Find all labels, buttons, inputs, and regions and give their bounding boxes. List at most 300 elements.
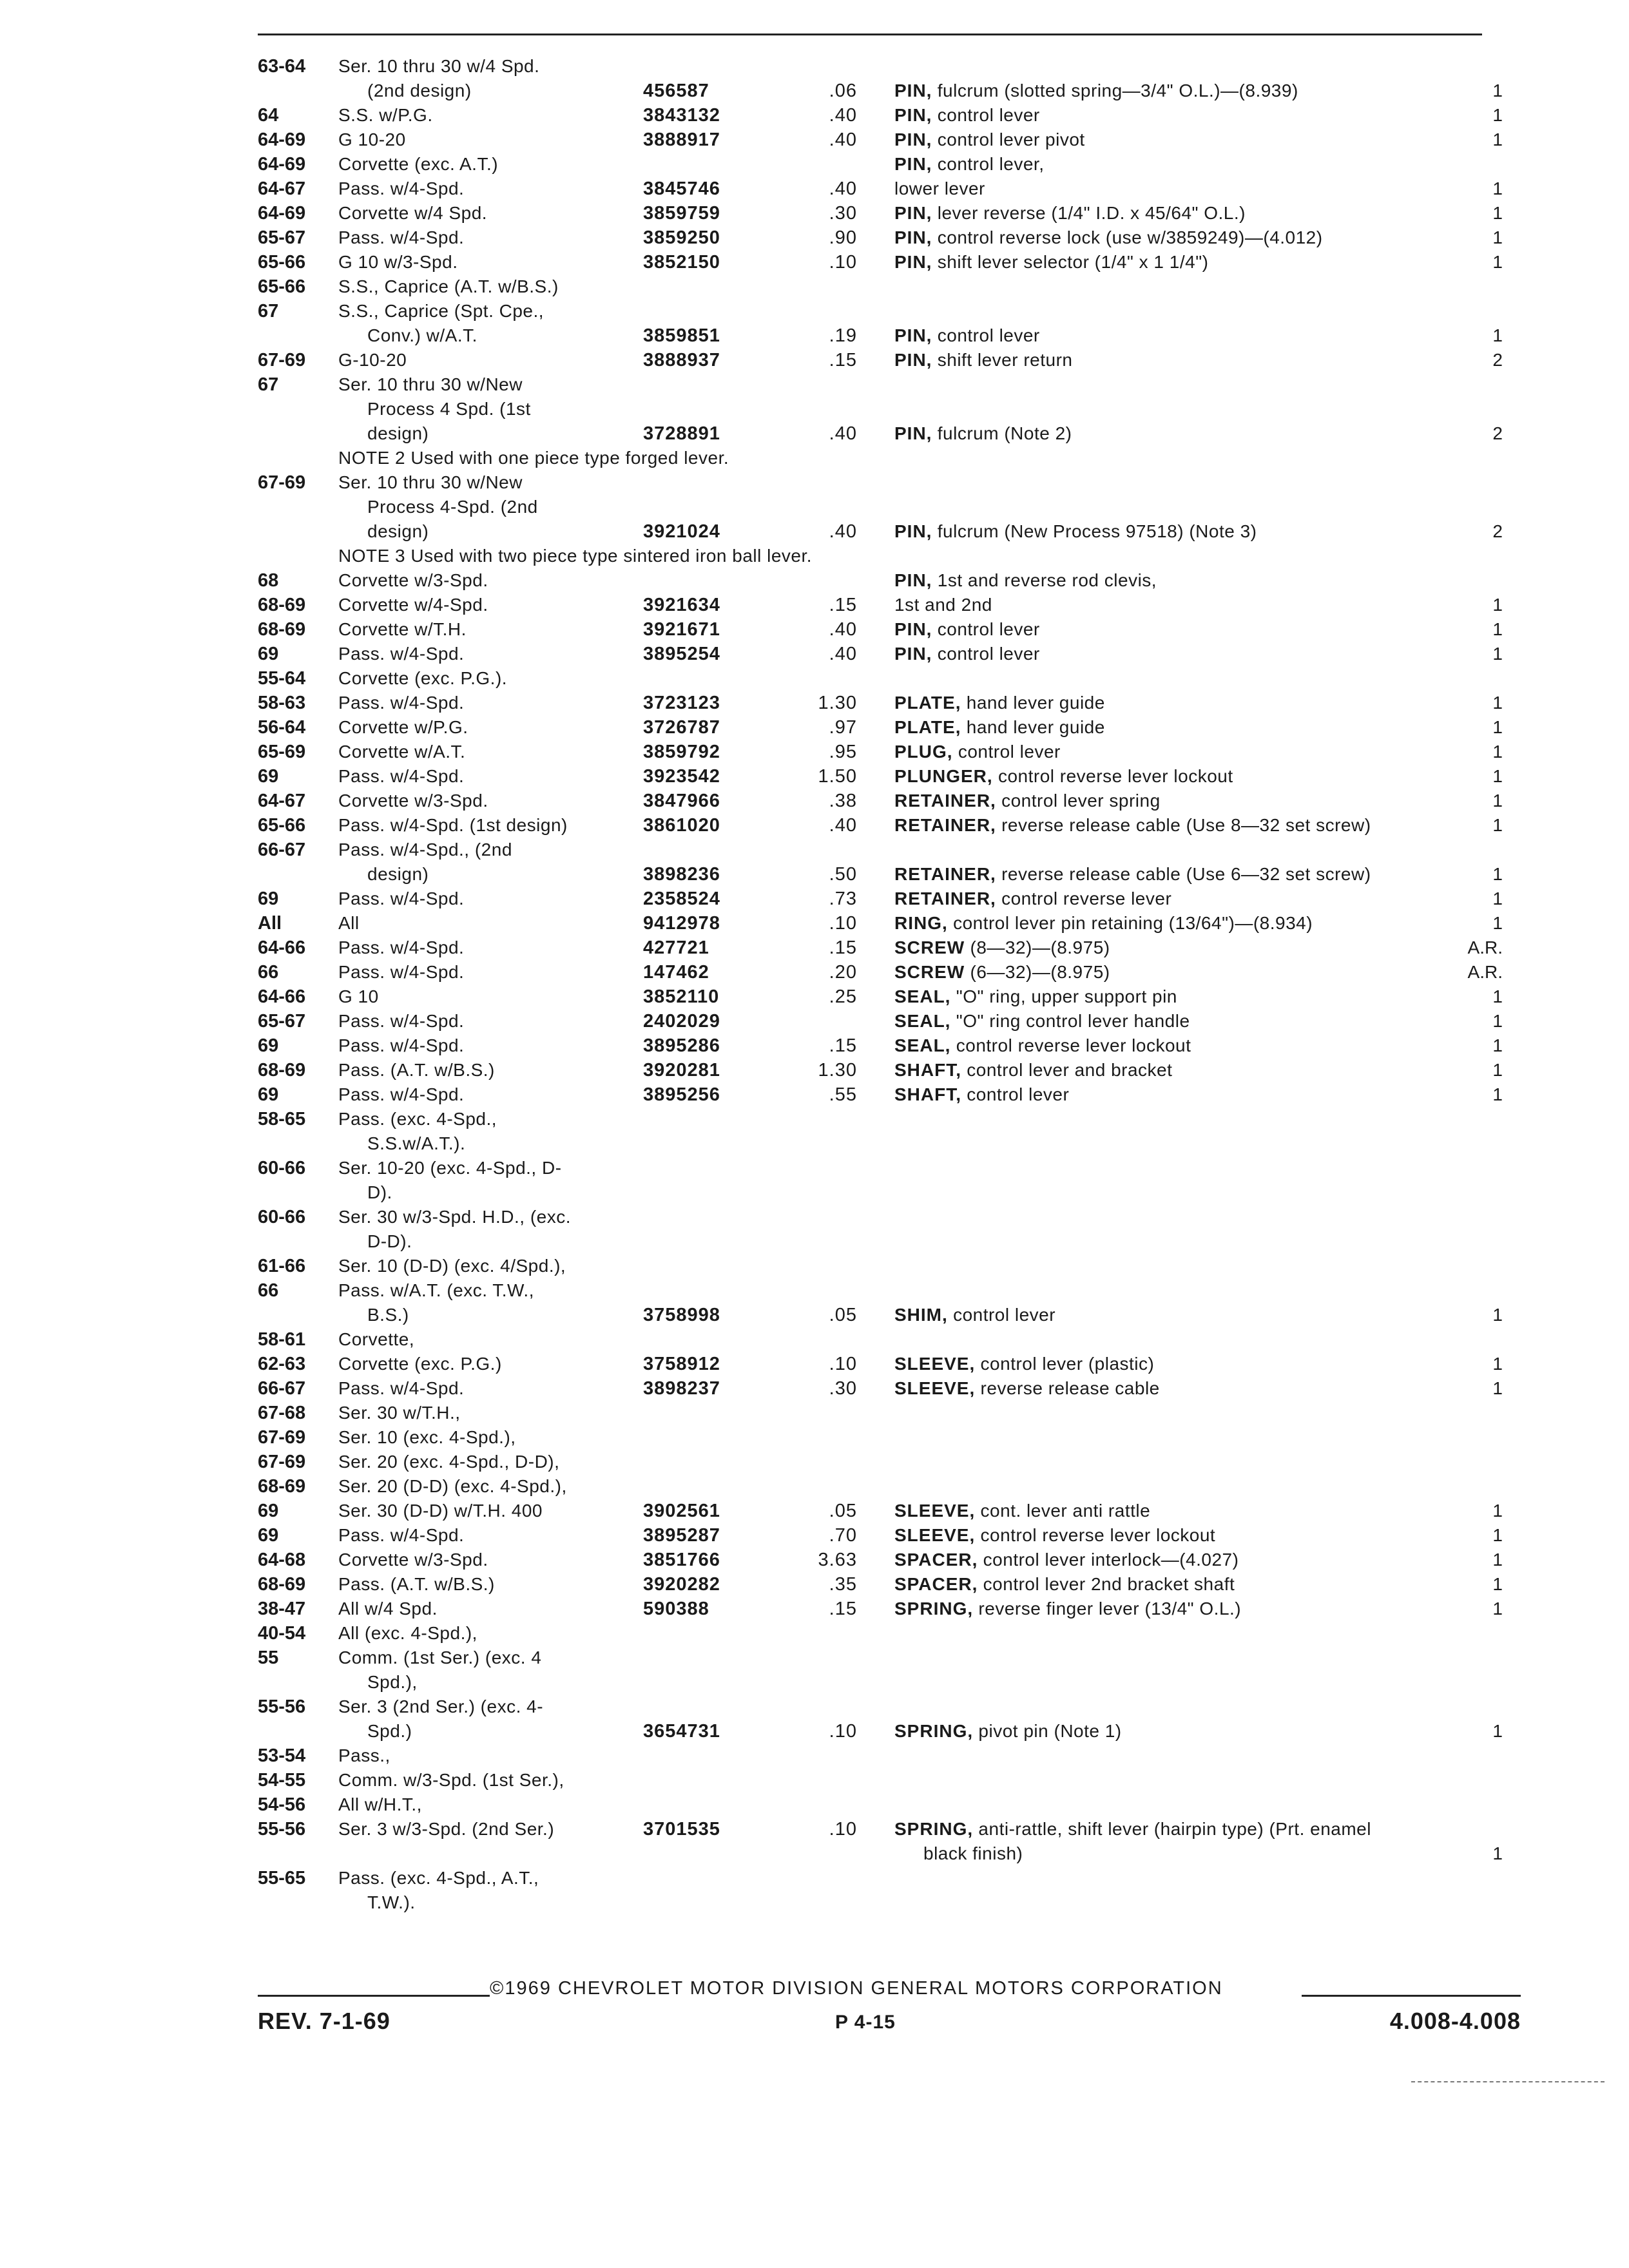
parts-row [258,593,1521,617]
price: .05 [829,1305,857,1325]
quantity: 1 [1492,986,1503,1006]
part-detail: (6—32)—(8.975) [970,962,1110,982]
parts-row [258,1646,1521,1670]
description [894,103,1455,128]
quantity: 1 [1492,1525,1503,1545]
part-number: 3921671 [643,619,720,640]
description [894,764,1455,789]
application: Comm. (1st Ser.) (exc. 4 [338,1648,542,1667]
application: Conv.) w/A.T. [367,325,477,345]
model-year: 54-56 [258,1794,306,1815]
description [894,1058,1455,1082]
part-number: 3859250 [643,227,720,248]
description [894,1033,1455,1058]
part-name: SPRING, [894,1599,974,1619]
description [894,715,1455,740]
part-name: PIN, [894,105,932,125]
section-number: 4.008-4.008 [1389,2008,1521,2034]
note-text: NOTE 2 Used with one piece type forged lever. [338,448,729,468]
price: .35 [829,1574,857,1595]
part-detail: control lever [937,105,1040,125]
application: Pass., [338,1745,390,1765]
parts-row [258,838,1521,862]
part-number: 3921024 [643,521,720,542]
part-detail: control lever [953,1305,1056,1325]
part-name: SCREW [894,962,965,982]
description [894,911,1455,936]
part-number: 3723123 [643,693,720,713]
parts-row [258,1548,1521,1572]
part-detail: 1st and 2nd [894,595,992,615]
model-year: 67-68 [258,1403,306,1423]
parts-row [258,128,1521,152]
parts-row [258,740,1521,764]
part-detail: control reverse lever lockout [998,766,1233,786]
parts-row [258,1401,1521,1425]
price: .10 [829,1354,857,1374]
application: design) [367,864,429,884]
description [894,642,1455,666]
application: Pass. (exc. 4-Spd., [338,1109,497,1129]
quantity: 1 [1492,1550,1503,1570]
quantity: 1 [1492,742,1503,762]
part-detail: control reverse lever lockout [980,1525,1216,1545]
part-detail: lower lever [894,178,985,198]
parts-row [258,1768,1521,1792]
quantity: 1 [1492,105,1503,125]
model-year: 68-69 [258,1574,306,1595]
part-number: 2358524 [643,889,720,909]
application: Pass. w/4-Spd., (2nd [338,840,512,860]
application: Corvette w/3-Spd. [338,791,488,811]
parts-row [258,1352,1521,1376]
parts-row [258,642,1521,666]
part-detail: black finish) [923,1843,1023,1863]
quantity: 1 [1492,766,1503,786]
quantity: 1 [1492,178,1503,198]
part-number: 3847966 [643,791,720,811]
model-year: 68-69 [258,619,306,640]
application: Ser. 10-20 (exc. 4-Spd., D- [338,1158,562,1178]
parts-row [258,519,1521,544]
part-detail: control lever [958,742,1061,762]
application: Corvette w/3-Spd. [338,570,488,590]
application: Pass. w/4-Spd. [338,1035,465,1055]
parts-row [258,1695,1521,1719]
description [894,152,1455,177]
application: Pass. w/A.T. (exc. T.W., [338,1280,534,1300]
application: Comm. w/3-Spd. (1st Ser.), [338,1770,564,1790]
part-detail: reverse release cable [980,1378,1160,1398]
model-year: 64-66 [258,937,306,958]
parts-row [258,470,1521,495]
quantity: 1 [1492,1721,1503,1741]
model-year: 58-65 [258,1109,306,1129]
parts-row [258,1205,1521,1229]
part-name: SPRING, [894,1721,974,1741]
application: Corvette (exc. P.G.). [338,668,508,688]
parts-row [258,1474,1521,1499]
model-year: 53-54 [258,1745,306,1766]
parts-row [258,1597,1521,1621]
model-year: 67-69 [258,1427,306,1448]
application: Pass. w/4-Spd. [338,766,465,786]
price: 1.50 [818,766,857,787]
price: 3.63 [818,1550,857,1570]
application: S.S. w/P.G. [338,105,433,125]
model-year: 69 [258,889,279,909]
quantity: 1 [1492,619,1503,639]
parts-row [258,544,1521,568]
parts-row [258,1670,1521,1695]
application: Pass. w/4-Spd. (1st design) [338,815,568,835]
quantity: 1 [1492,81,1503,101]
part-name: RETAINER, [894,864,996,884]
price: .10 [829,252,857,273]
quantity: 1 [1492,644,1503,664]
description [894,519,1455,544]
price: .38 [829,791,857,811]
price: .90 [829,227,857,248]
price: .40 [829,815,857,836]
parts-row [258,103,1521,128]
application: G 10 [338,986,379,1006]
application: Ser. 10 thru 30 w/4 Spd. [338,56,540,76]
quantity: 1 [1492,203,1503,223]
application: Ser. 30 w/3-Spd. H.D., (exc. [338,1207,572,1227]
parts-row [258,617,1521,642]
model-year: 55-64 [258,668,306,689]
model-year: 55-56 [258,1696,306,1717]
part-detail: lever reverse (1/4" I.D. x 45/64" O.L.) [937,203,1246,223]
application: Pass. w/4-Spd. [338,1378,465,1398]
parts-row [258,348,1521,372]
part-detail: control reverse lever lockout [956,1035,1191,1055]
parts-row [258,1523,1521,1548]
part-detail: shift lever selector (1/4" x 1 1/4") [937,252,1209,272]
model-year: 64-69 [258,130,306,150]
price: .70 [829,1525,857,1546]
part-name: SCREW [894,937,965,957]
model-year: 38-47 [258,1599,306,1619]
description [894,936,1455,960]
description [894,789,1455,813]
part-detail: (8—32)—(8.975) [970,937,1110,957]
model-year: 66-67 [258,840,306,860]
part-number: 456587 [643,81,709,101]
description [894,1352,1455,1376]
description [894,593,1455,617]
price: .40 [829,644,857,664]
part-number: 3921634 [643,595,720,615]
quantity: 1 [1492,1378,1503,1398]
price: 1.30 [818,693,857,713]
application: Pass. w/4-Spd. [338,644,465,664]
part-detail: control lever spring [1001,791,1161,811]
part-name: SLEEVE, [894,1354,976,1374]
parts-row [258,1107,1521,1131]
description [894,226,1455,250]
application: B.S.) [367,1305,409,1325]
application: Ser. 3 w/3-Spd. (2nd Ser.) [338,1819,555,1839]
model-year: 67 [258,301,279,322]
quantity: 2 [1492,521,1503,541]
part-detail: hand lever guide [966,693,1105,713]
price: .06 [829,81,857,101]
part-detail: fulcrum (slotted spring—3/4" O.L.)—(8.939) [937,81,1298,101]
model-year: 64-69 [258,203,306,224]
part-detail: anti-rattle, shift lever (hairpin type) (Prt. enamel [978,1819,1371,1839]
parts-row [258,1180,1521,1205]
part-name: SPRING, [894,1819,974,1839]
parts-row [258,936,1521,960]
application: Pass. w/4-Spd. [338,178,465,198]
application: G 10 w/3-Spd. [338,252,458,272]
application: Pass. w/4-Spd. [338,1525,465,1545]
part-detail: reverse release cable (Use 8—32 set screw) [1001,815,1371,835]
part-detail: 1st and reverse rod clevis, [937,570,1157,590]
part-name: PIN, [894,325,932,345]
part-name: PIN, [894,350,932,370]
part-name: PIN, [894,570,932,590]
model-year: 58-63 [258,693,306,713]
model-year: 66-67 [258,1378,306,1399]
part-number: 3888917 [643,130,720,150]
description [894,1303,1455,1327]
quantity: 1 [1492,1011,1503,1031]
description [894,1376,1455,1401]
parts-row [258,862,1521,887]
model-year: 55-56 [258,1819,306,1840]
quantity: 1 [1492,1060,1503,1080]
model-year: 68 [258,570,279,591]
part-detail: control lever pin retaining (13/64")—(8.934) [953,913,1313,933]
application: Ser. 30 (D-D) w/T.H. 400 [338,1501,543,1521]
description [894,177,1455,201]
model-year: 69 [258,1501,279,1521]
application: Ser. 30 w/T.H., [338,1403,461,1423]
description [894,1548,1455,1572]
parts-row [258,985,1521,1009]
part-detail: control lever [937,644,1040,664]
parts-row [258,1303,1521,1327]
model-year: 69 [258,1035,279,1056]
part-name: PIN, [894,619,932,639]
quantity: 1 [1492,815,1503,835]
model-year: 69 [258,1084,279,1105]
application: All w/H.T., [338,1794,422,1814]
application: Pass. (A.T. w/B.S.) [338,1060,495,1080]
parts-row [258,691,1521,715]
model-year: 65-66 [258,276,306,297]
application: Corvette, [338,1329,415,1349]
application: Process 4-Spd. (2nd [367,497,538,517]
part-number: 3758912 [643,1354,720,1374]
parts-row [258,1841,1521,1866]
model-year: 65-69 [258,742,306,762]
application: Spd.), [367,1672,418,1692]
description [894,985,1455,1009]
part-detail: control lever [937,619,1040,639]
application: Pass. w/4-Spd. [338,227,465,247]
parts-row [258,789,1521,813]
part-number: 427721 [643,937,709,958]
price: .95 [829,742,857,762]
price: .73 [829,889,857,909]
model-year: 64 [258,105,279,126]
parts-row [258,1450,1521,1474]
quantity: 1 [1492,1574,1503,1594]
application: S.S.w/A.T.). [367,1133,466,1153]
price: .10 [829,1721,857,1742]
part-detail: control lever [967,1084,1070,1104]
model-year: 55-65 [258,1868,306,1888]
quantity: 2 [1492,350,1503,370]
description [894,348,1455,372]
part-detail: control lever 2nd bracket shaft [983,1574,1235,1594]
part-number: 3898237 [643,1378,720,1399]
parts-row [258,1890,1521,1915]
part-detail: fulcrum (Note 2) [937,423,1072,443]
parts-row [258,568,1521,593]
model-year: 67-69 [258,350,306,370]
description [894,568,1455,593]
price: .15 [829,937,857,958]
part-number: 3728891 [643,423,720,444]
model-year: 55 [258,1648,279,1668]
part-detail: control reverse lock (use w/3859249)—(4.012) [937,227,1323,247]
application: D). [367,1182,392,1202]
part-detail: reverse release cable (Use 6—32 set screw) [1001,864,1371,884]
model-year: 40-54 [258,1623,306,1644]
application: design) [367,423,429,443]
application: All w/4 Spd. [338,1599,438,1619]
part-number: 3861020 [643,815,720,836]
quantity: 1 [1492,227,1503,247]
parts-row [258,446,1521,470]
part-detail: control lever [937,325,1040,345]
part-name: SPACER, [894,1550,978,1570]
part-name: PLUNGER, [894,766,993,786]
quantity: 1 [1492,791,1503,811]
part-detail: control lever, [937,154,1045,174]
application: Corvette w/4 Spd. [338,203,488,223]
parts-row [258,715,1521,740]
application: Corvette w/A.T. [338,742,466,762]
application: Pass. w/4-Spd. [338,962,465,982]
model-year: 56-64 [258,717,306,738]
part-detail: shift lever return [937,350,1073,370]
parts-list [258,54,1521,1915]
model-year: 65-67 [258,227,306,248]
description [894,128,1455,152]
parts-row [258,1866,1521,1890]
part-detail: control lever interlock—(4.027) [983,1550,1239,1570]
part-name: PLUG, [894,742,953,762]
parts-row [258,1058,1521,1082]
part-number: 3701535 [643,1819,720,1840]
model-year: 65-66 [258,252,306,273]
model-year: All [258,913,282,934]
scan-mark [1411,2081,1605,2082]
parts-row [258,1156,1521,1180]
model-year: 67-69 [258,1452,306,1472]
parts-row [258,226,1521,250]
parts-row [258,1131,1521,1156]
model-year: 64-67 [258,791,306,811]
part-name: SLEEVE, [894,1525,976,1545]
application: S.S., Caprice (Spt. Cpe., [338,301,545,321]
part-detail: control reverse lever [1001,889,1172,908]
application: T.W.). [367,1892,416,1912]
parts-row [258,1499,1521,1523]
model-year: 68-69 [258,595,306,615]
part-number: 3845746 [643,178,720,199]
part-number: 3902561 [643,1501,720,1521]
parts-row [258,152,1521,177]
application: Process 4 Spd. (1st [367,399,531,419]
application: All [338,913,360,933]
part-name: SHAFT, [894,1084,961,1104]
description [894,1082,1455,1107]
price: .15 [829,595,857,615]
quantity: 1 [1492,130,1503,149]
quantity: 1 [1492,1843,1503,1863]
part-name: PIN, [894,203,932,223]
model-year: 54-55 [258,1770,306,1791]
part-number: 3758998 [643,1305,720,1325]
part-detail: pivot pin (Note 1) [978,1721,1122,1741]
description [894,250,1455,274]
application: (2nd design) [367,81,472,101]
top-rule [258,34,1482,35]
part-number: 3654731 [643,1721,720,1742]
application: Corvette (exc. A.T.) [338,154,499,174]
price: .40 [829,105,857,126]
price: .55 [829,1084,857,1105]
parts-row [258,960,1521,985]
model-year: 69 [258,644,279,664]
parts-row [258,495,1521,519]
description [894,617,1455,642]
part-name: SHIM, [894,1305,948,1325]
description [894,1499,1455,1523]
parts-row [258,1009,1521,1033]
description [923,1841,1484,1866]
application: Pass. w/4-Spd. [338,937,465,957]
part-name: PLATE, [894,693,961,713]
application: Ser. 10 thru 30 w/New [338,374,523,394]
quantity: 1 [1492,1035,1503,1055]
quantity: 1 [1492,325,1503,345]
description [894,691,1455,715]
description [894,421,1455,446]
part-detail: control lever (plastic) [980,1354,1155,1374]
part-name: SEAL, [894,986,951,1006]
part-number: 3898236 [643,864,720,885]
application: Pass. w/4-Spd. [338,1084,465,1104]
description [894,813,1455,838]
part-number: 3920282 [643,1574,720,1595]
part-number: 3859851 [643,325,720,346]
part-number: 3852150 [643,252,720,273]
part-number: 3895254 [643,644,720,664]
model-year: 69 [258,766,279,787]
price: .30 [829,1378,857,1399]
quantity: 1 [1492,252,1503,272]
model-year: 66 [258,1280,279,1301]
price: .40 [829,619,857,640]
